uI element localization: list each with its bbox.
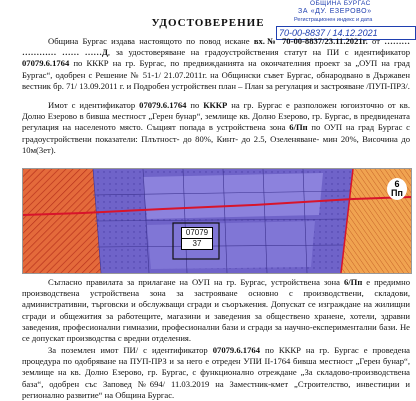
zone-code: 6/Пп <box>343 277 363 287</box>
parcel-label: 07079 37 <box>181 227 213 250</box>
applicant-redacted: ……… ………… …… ……Д <box>22 36 410 58</box>
zone-hatched-left <box>23 169 101 273</box>
stamp-caption: Регистрационен индекс и дата <box>294 17 373 23</box>
stamp-office: ЗА «ДУ. ЕЗЕРОВО» <box>298 8 372 15</box>
parcel-identifier: 07079.6.1764 <box>212 345 260 355</box>
zone-code: 6/Пп <box>289 122 308 133</box>
stamp-registration-number: 70-00-8837 / 14.12.2021 <box>276 26 416 40</box>
request-number: вх.№ 70-00-8837/23.11.2021г. <box>253 36 368 46</box>
map-excerpt <box>22 168 412 274</box>
zone-label: 6 Пп <box>387 178 407 200</box>
parcel-identifier: 07079.6.1764 <box>22 58 70 69</box>
paragraph-request: Община Бургас издава настоящото по повод искане вх.№ 70-00-8837/23.11.2021г. от ……… ………… …… ……Д, за удостоверяване на градоустройствения статут на ПИ с идентификатор 07079.6.1764 по КККР на гр. Бургас, по предвижданията на окончателния проект за „ОУП на град Бургас“, одобрен с Решение № 51-1/ 21.07.2011г. на Общински съвет Бургас, обнародвано в Държавен вестник бр. 71/ 13.09.2011 г. и Подробен устройствен план – План за регулация и застрояване /ПУП-ПРЗ/. <box>22 36 410 91</box>
paragraph-property: Имот с идентификатор 07079.6.1764 по КККР на гр. Бургас е разположен югоизточно от кв. Долно Езерово в бивша местност „Герен бунар“, землище кв. Долно Езерово, гр. Бургас, в предвидената регулация на населеното място. Същият попада в устройствена зона 6/Пп по ОУП на град Бургас с градоустройствени показатели: Плътност- до 80%, Кинт- до 2.5, Озеленяване- мин 20%, Височина до 10м(3ет). <box>22 100 410 155</box>
paragraph-zone-rules: Съгласно правилата за прилагане на ОУП на гр. Бургас, устройствена зона 6/Пп е предимно производствена устройствена зона за застрояване основно с производствени, складови, административни, търговски и обслужващи сгради и съоръжения. Допускат се изграждане на жилищни сгради и общежития за работещите, магазини и заведения за обществено хранене, хотели, здравни заведения, професионални гимназии, професионални бази и сгради за научно-експериментални бази. Не се допускат производства с вредни отделения. <box>22 277 410 344</box>
zone-plot-upper <box>143 173 323 219</box>
document-title: УДОСТОВЕРЕНИЕ <box>151 17 265 29</box>
zoning-map <box>23 169 411 273</box>
parcel-identifier: 07079.6.1764 <box>139 100 187 110</box>
paragraph-plan-procedure: За поземлен имот ПИ/ с идентификатор 07079.6.1764 по КККР на гр. Бургас е проведена процедура по одобряване на ПУП-ПРЗ и за него е отреден УПИ II-1764 бивша местност „Герен бунар“, землище на кв. Долно Езерово, гр. Бургас, с функционално отреждане „За складово-производствена база“, одобрен със Заповед №694/ 11.03.2019 на Заместник-кмет „Строителство, инвестиции и регионално развитие“ на Община Бургас. <box>22 345 411 400</box>
stamp-municipality: ОБЩИНА БУРГАС <box>310 0 371 7</box>
zone-plot-lower <box>147 221 315 269</box>
